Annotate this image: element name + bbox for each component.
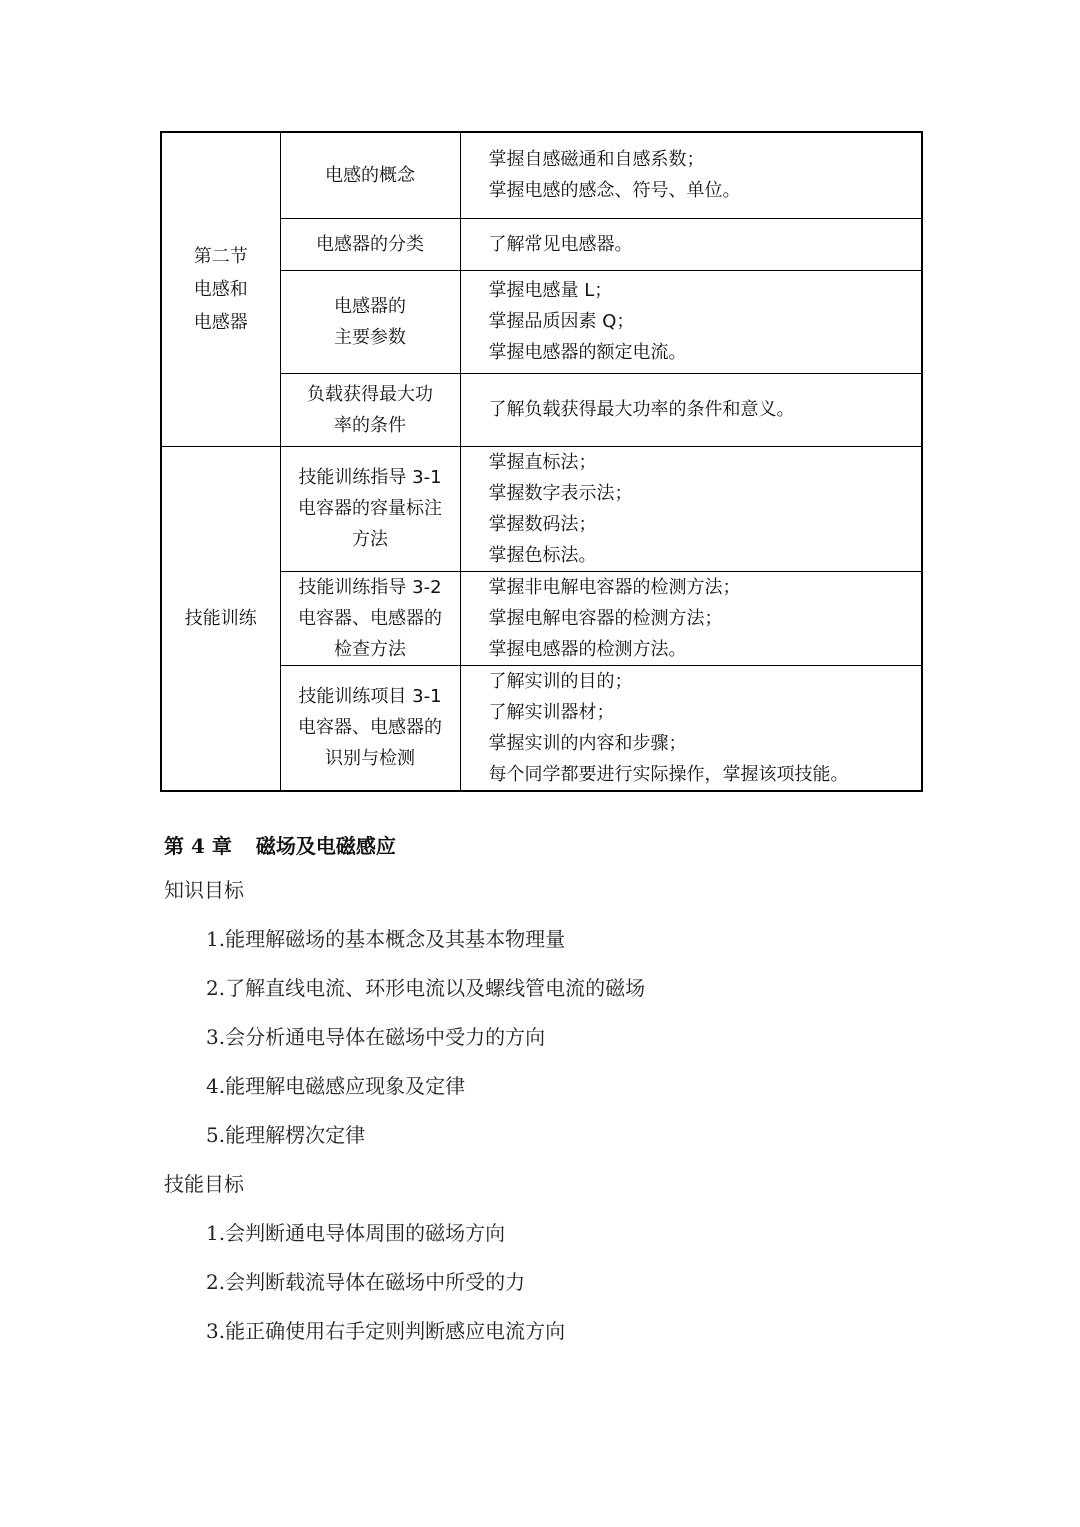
requirement-cell bbox=[460, 373, 922, 446]
requirement-line: 掌握电感器的检测方法。 bbox=[488, 638, 687, 660]
topic-line: 率的条件 bbox=[334, 414, 406, 436]
knowledge-goals-heading: 知识目标 bbox=[164, 878, 244, 902]
list-item: 3.能正确使用右手定则判断感应电流方向 bbox=[206, 1319, 566, 1343]
requirement-line: 掌握数字表示法； bbox=[488, 482, 633, 504]
list-item: 1.能理解磁场的基本概念及其基本物理量 bbox=[206, 927, 566, 951]
syllabus-table bbox=[160, 131, 923, 792]
topic-line: 技能训练指导 3-2 bbox=[298, 576, 442, 598]
topic-line: 电容器的容量标注 bbox=[298, 498, 442, 519]
list-item: 1.会判断通电导体周围的磁场方向 bbox=[206, 1221, 506, 1245]
requirement-line: 掌握直标法； bbox=[488, 451, 597, 473]
topic-line: 电感器的分类 bbox=[316, 233, 424, 255]
requirement-cell bbox=[460, 446, 922, 571]
requirement-line: 掌握品质因素 Q； bbox=[488, 311, 635, 332]
table-row bbox=[161, 446, 922, 571]
list-item: 3.会分析通电导体在磁场中受力的方向 bbox=[206, 1025, 546, 1049]
topic-cell bbox=[280, 446, 460, 571]
requirement-line: 掌握色标法。 bbox=[488, 544, 597, 566]
chapter-prefix: 第 bbox=[164, 834, 184, 858]
list-item: 4.能理解电磁感应现象及定律 bbox=[206, 1074, 466, 1098]
section-line: 电感器 bbox=[193, 311, 248, 333]
topic-line: 方法 bbox=[352, 529, 388, 550]
requirement-line: 掌握电感器的额定电流。 bbox=[488, 342, 687, 363]
requirement-line: 了解常见电感器。 bbox=[488, 233, 633, 255]
requirement-line: 掌握电感量 L； bbox=[488, 280, 613, 301]
requirement-cell bbox=[460, 270, 922, 373]
topic-cell bbox=[280, 132, 460, 218]
requirement-line: 每个同学都要进行实际操作，掌握该项技能。 bbox=[488, 763, 849, 785]
skill-goals-heading: 技能目标 bbox=[164, 1172, 244, 1196]
requirement-line: 掌握电感的感念、符号、单位。 bbox=[488, 180, 741, 202]
requirement-line: 掌握自感磁通和自感系数； bbox=[488, 149, 705, 171]
chapter-name: 磁场及电磁感应 bbox=[255, 834, 396, 858]
topic-cell bbox=[280, 665, 460, 791]
chapter-suffix: 章 bbox=[211, 834, 232, 858]
chapter-content bbox=[164, 826, 964, 1356]
requirement-line: 掌握非电解电容器的检测方法； bbox=[488, 576, 741, 598]
topic-line: 电容器、电感器的 bbox=[298, 717, 442, 738]
topic-line: 主要参数 bbox=[334, 326, 406, 348]
topic-line: 识别与检测 bbox=[325, 748, 415, 769]
requirement-line: 掌握电解电容器的检测方法； bbox=[488, 607, 723, 629]
requirement-cell bbox=[460, 218, 922, 270]
section-line: 电感和 bbox=[193, 278, 248, 300]
topic-line: 电感器的 bbox=[334, 295, 406, 317]
topic-cell bbox=[280, 373, 460, 446]
topic-line: 电感的概念 bbox=[325, 164, 415, 186]
chapter-number: 4 bbox=[190, 834, 205, 858]
section-cell bbox=[161, 446, 280, 791]
topic-cell bbox=[280, 571, 460, 665]
requirement-line: 了解实训的目的； bbox=[488, 670, 633, 692]
requirement-line: 了解负载获得最大功率的条件和意义。 bbox=[488, 399, 795, 420]
list-item: 2.会判断载流导体在磁场中所受的力 bbox=[206, 1270, 526, 1294]
topic-cell bbox=[280, 270, 460, 373]
topic-line: 技能训练项目 3-1 bbox=[298, 686, 442, 707]
list-item: 5.能理解楞次定律 bbox=[206, 1123, 366, 1147]
requirement-line: 掌握实训的内容和步骤； bbox=[488, 732, 687, 754]
requirement-line: 了解实训器材； bbox=[488, 701, 615, 723]
section-line: 第二节 bbox=[193, 245, 248, 267]
topic-line: 负载获得最大功 bbox=[307, 383, 433, 405]
table-row bbox=[161, 132, 922, 218]
topic-line: 检查方法 bbox=[334, 638, 406, 660]
topic-cell bbox=[280, 218, 460, 270]
section-cell bbox=[161, 132, 280, 446]
section-line: 技能训练 bbox=[184, 607, 257, 629]
chapter-title bbox=[164, 826, 964, 866]
topic-line: 技能训练指导 3-1 bbox=[298, 467, 442, 488]
requirement-line: 掌握数码法； bbox=[488, 513, 597, 535]
requirement-cell bbox=[460, 571, 922, 665]
topic-line: 电容器、电感器的 bbox=[298, 607, 442, 629]
requirement-cell bbox=[460, 665, 922, 791]
requirement-cell bbox=[460, 132, 922, 218]
list-item: 2.了解直线电流、环形电流以及螺线管电流的磁场 bbox=[206, 976, 646, 1000]
